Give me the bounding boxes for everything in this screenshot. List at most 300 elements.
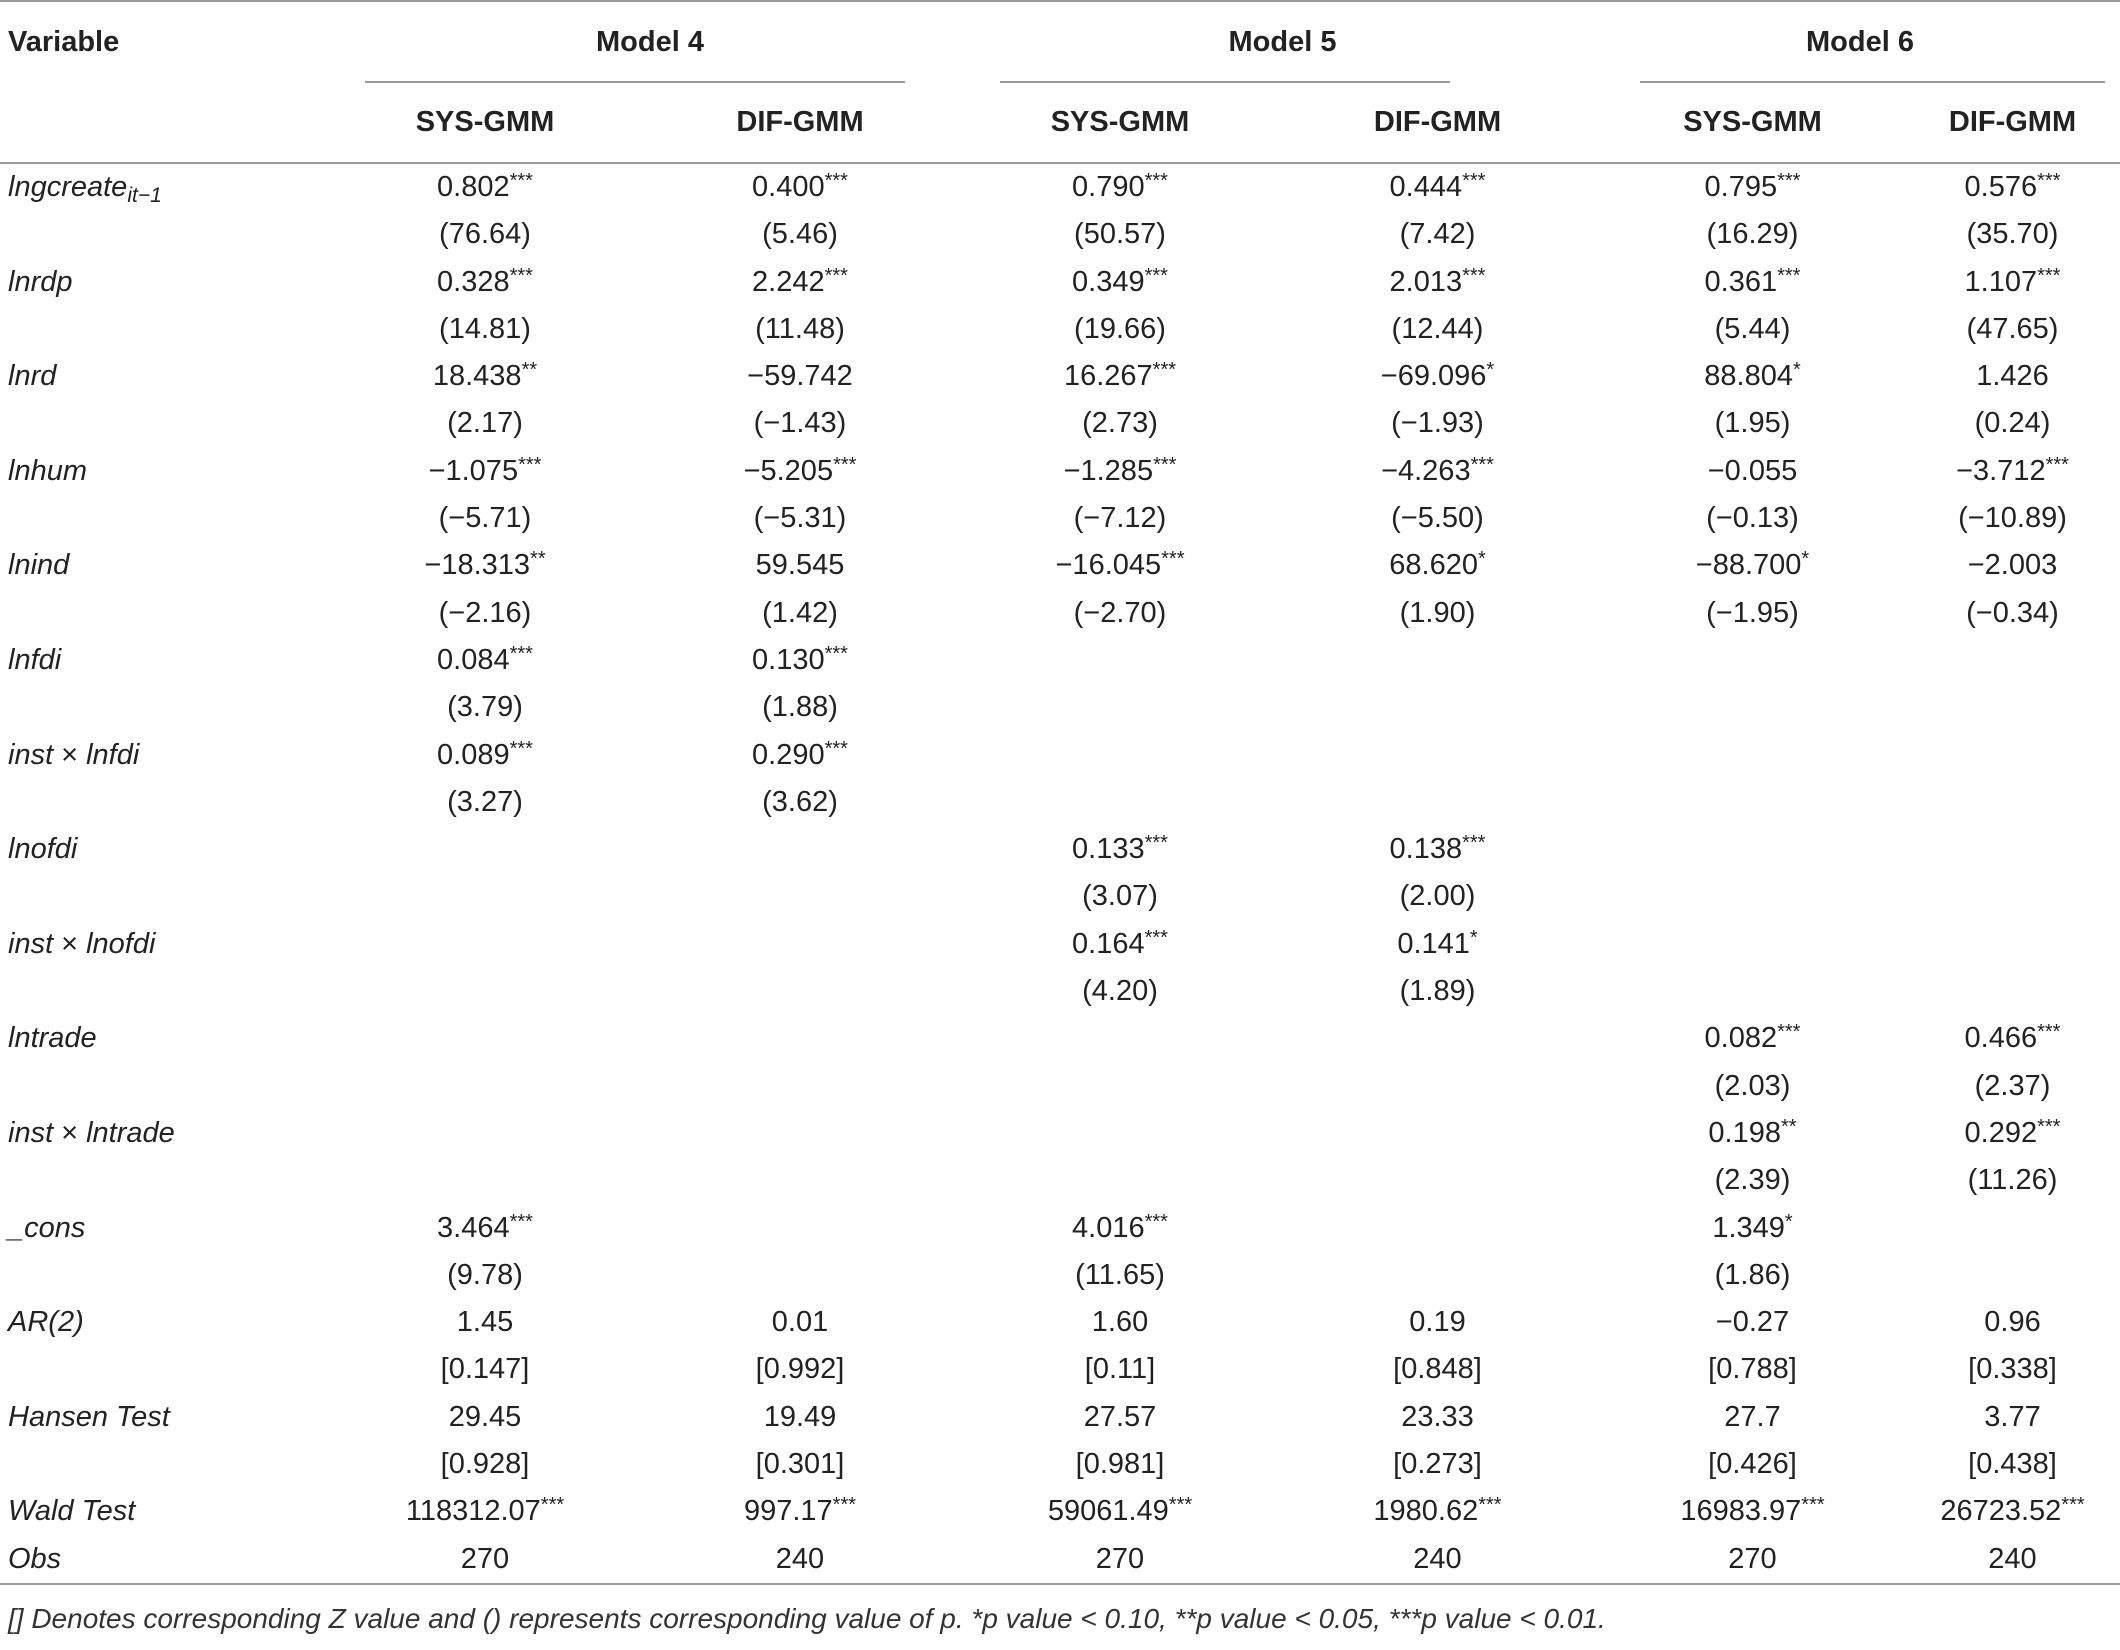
table-cell (965, 732, 1275, 779)
table-cell (1905, 637, 2120, 684)
table-cell: [0.928] (440, 1448, 530, 1481)
significance-stars: *** (1777, 264, 1801, 287)
table-cell: (5.46) (762, 218, 838, 251)
table-cell (635, 1252, 965, 1299)
table-cell: (−1.93) (1391, 407, 1484, 440)
table-row (0, 163, 2120, 211)
table-cell: (9.78) (447, 1258, 523, 1291)
significance-stars: *** (1462, 832, 1486, 855)
table-cell (635, 1110, 965, 1157)
table-cell: 88.804* (1704, 359, 1801, 393)
significance-stars: *** (509, 170, 533, 192)
significance-stars: *** (832, 1494, 857, 1517)
variable-name (0, 1252, 335, 1299)
table-cell: 1.45 (456, 1306, 514, 1339)
significance-stars: *** (1777, 1021, 1801, 1044)
table-cell: (−5.50) (1391, 502, 1484, 535)
table-cell: (14.81) (439, 312, 531, 345)
variable-header: Variable (8, 26, 120, 58)
table-cell: (2.37) (1974, 1069, 2051, 1102)
table-cell (635, 873, 965, 920)
table-cell: [0.11] (1084, 1353, 1156, 1386)
significance-stars: *** (2037, 170, 2061, 192)
table-cell: −1.285*** (1063, 453, 1177, 487)
significance-stars: *** (824, 737, 848, 760)
table-cell: (11.26) (1967, 1164, 2058, 1197)
table-row (0, 1015, 2120, 1062)
table-cell (1275, 1157, 1600, 1204)
table-cell: [0.981] (1075, 1448, 1165, 1481)
variable-name: Obs (8, 1542, 62, 1575)
table-cell: (2.73) (1082, 407, 1158, 440)
significance-stars: *** (2037, 1115, 2061, 1138)
variable-name (0, 1157, 335, 1204)
table-cell (1600, 779, 1905, 826)
significance-stars: *** (509, 1210, 533, 1233)
table-row (0, 1536, 2120, 1584)
table-cell (635, 921, 965, 968)
table-cell: 0.141* (1397, 926, 1478, 960)
table-cell (335, 1063, 635, 1110)
significance-stars: *** (1168, 1494, 1193, 1517)
table-cell: (1.89) (1399, 975, 1476, 1008)
table-cell: 16.267*** (1063, 359, 1177, 393)
table-cell: [0.338] (1968, 1353, 2057, 1386)
table-cell (335, 826, 635, 873)
table-cell: (12.44) (1391, 312, 1484, 345)
significance-stars: ** (521, 359, 538, 382)
table-cell: (35.70) (1966, 218, 2059, 251)
table-cell (965, 684, 1275, 731)
table-cell (1905, 684, 2120, 731)
significance-stars: *** (824, 642, 848, 665)
table-cell: −4.263*** (1381, 453, 1494, 487)
table-cell: [0.301] (755, 1448, 845, 1481)
method-header: DIF-GMM (1373, 106, 1502, 138)
table-cell (1905, 1205, 2120, 1252)
model-4-header: Model 4 (335, 1, 965, 83)
table-row (0, 306, 2120, 353)
significance-stars: *** (2061, 1494, 2085, 1517)
table-row (0, 968, 2120, 1015)
table-cell: (−5.71) (438, 502, 532, 535)
significance-stars: *** (1462, 264, 1486, 287)
table-cell: [0.426] (1708, 1448, 1797, 1481)
model-5-header: Model 5 (965, 1, 1600, 83)
table-cell: −18.313** (424, 548, 546, 582)
table-cell: 0.290*** (752, 737, 848, 771)
table-cell (1600, 684, 1905, 731)
table-cell (635, 1015, 965, 1062)
table-cell: (3.07) (1082, 880, 1158, 913)
table-cell (1600, 873, 1905, 920)
table-cell: 1980.62*** (1373, 1494, 1502, 1528)
significance-stars: *** (1144, 926, 1168, 949)
table-cell: 68.620* (1389, 548, 1486, 582)
table-cell (965, 779, 1275, 826)
table-cell (1275, 1205, 1600, 1252)
table-cell: 19.49 (763, 1400, 837, 1433)
table-row (0, 353, 2120, 400)
significance-stars: * (1801, 548, 1810, 571)
table-cell: 0.198** (1708, 1115, 1797, 1149)
variable-name: Hansen Test (8, 1400, 170, 1433)
table-row (0, 637, 2120, 684)
table-cell (1600, 637, 1905, 684)
table-cell: 0.400*** (752, 170, 848, 203)
table-cell: 0.292*** (1964, 1115, 2061, 1149)
significance-stars: *** (509, 264, 533, 287)
table-cell: −0.055 (1707, 454, 1798, 487)
table-cell: 0.19 (1409, 1306, 1466, 1339)
table-cell: 18.438** (432, 359, 538, 393)
table-cell (1275, 1063, 1600, 1110)
variable-name (0, 873, 335, 920)
table-cell: 0.790*** (1072, 170, 1168, 203)
table-cell: 0.089*** (437, 737, 533, 771)
table-cell: 0.361*** (1704, 264, 1801, 298)
table-cell: 0.164*** (1072, 926, 1168, 960)
significance-stars: * (1469, 926, 1478, 949)
table-cell: −88.700* (1695, 548, 1810, 582)
table-cell: 0.444*** (1389, 170, 1486, 203)
variable-name (0, 779, 335, 826)
table-cell: 240 (1988, 1542, 2037, 1575)
table-cell (335, 1015, 635, 1062)
variable-name (0, 590, 335, 637)
table-cell: −1.075*** (428, 453, 542, 487)
significance-stars: *** (509, 642, 533, 665)
table-cell: (0.24) (1974, 407, 2051, 440)
table-cell: (−1.95) (1706, 596, 1799, 629)
table-cell (965, 1063, 1275, 1110)
table-cell: −0.27 (1715, 1306, 1790, 1339)
table-cell (965, 1015, 1275, 1062)
table-cell: (1.88) (762, 691, 838, 724)
significance-stars: *** (1801, 1494, 1825, 1517)
table-cell (1905, 873, 2120, 920)
table-cell: (1.86) (1714, 1258, 1791, 1291)
significance-stars: *** (1161, 548, 1185, 571)
table-row (0, 684, 2120, 731)
significance-stars: * (1784, 1210, 1793, 1233)
variable-name (0, 684, 335, 731)
model-6-header: Model 6 (1600, 1, 2120, 83)
table-cell: 2.013*** (1389, 264, 1486, 298)
significance-stars: *** (1478, 1494, 1502, 1517)
table-cell: 0.084*** (437, 642, 533, 676)
table-row (0, 1252, 2120, 1299)
table-row (0, 873, 2120, 920)
table-cell: 0.795*** (1704, 170, 1801, 203)
table-row (0, 1205, 2120, 1252)
table-cell (335, 873, 635, 920)
significance-stars: *** (518, 453, 542, 476)
table-row (0, 732, 2120, 779)
significance-stars: * (1477, 548, 1486, 571)
variable-name (0, 495, 335, 542)
table-cell (335, 921, 635, 968)
table-cell (1275, 779, 1600, 826)
table-cell: 3.464*** (437, 1210, 533, 1244)
table-cell: (47.65) (1966, 312, 2059, 345)
table-row (0, 400, 2120, 447)
table-cell: (1.90) (1399, 596, 1476, 629)
table-cell: 270 (1095, 1542, 1145, 1575)
table-cell (1600, 921, 1905, 968)
significance-stars: * (1792, 359, 1801, 382)
table-row (0, 826, 2120, 873)
variable-name: lnhum (8, 454, 87, 487)
table-cell: (−7.12) (1073, 502, 1167, 535)
variable-name (0, 968, 335, 1015)
significance-stars: *** (540, 1494, 565, 1517)
variable-name: lnrdp (8, 265, 73, 298)
table-cell (335, 1157, 635, 1204)
table-cell: (50.57) (1074, 218, 1166, 251)
table-cell: 240 (775, 1542, 825, 1575)
table-cell (1905, 779, 2120, 826)
table-cell (965, 1110, 1275, 1157)
table-cell: (1.95) (1714, 407, 1791, 440)
significance-stars: *** (2037, 264, 2061, 287)
table-cell (1600, 732, 1905, 779)
table-cell: [0.992] (755, 1353, 845, 1386)
variable-name (0, 1063, 335, 1110)
table-row (0, 1063, 2120, 1110)
significance-stars: *** (1144, 832, 1168, 855)
table-cell: (11.48) (755, 312, 845, 345)
table-cell (1905, 1252, 2120, 1299)
table-cell: 0.96 (1984, 1306, 2041, 1339)
table-cell: (19.66) (1074, 312, 1166, 345)
table-cell: 1.107*** (1964, 264, 2061, 298)
table-cell (635, 1157, 965, 1204)
table-cell: (11.65) (1075, 1258, 1165, 1291)
variable-name (0, 306, 335, 353)
significance-stars: *** (833, 453, 857, 476)
table-footnote: [] Denotes corresponding Z value and () represents corresponding value of p. *p value < 0.10, **p value < 0.05, ***p value < 0.01. (8, 1603, 1606, 1634)
table-row (0, 1110, 2120, 1157)
table-row (0, 448, 2120, 495)
variable-name: AR(2) (8, 1306, 84, 1339)
table-cell: [0.438] (1968, 1448, 2057, 1481)
variable-name: lnfdi (8, 643, 62, 676)
table-cell (1905, 826, 2120, 873)
table-row (0, 1394, 2120, 1441)
table-cell: (−0.34) (1966, 596, 2059, 629)
significance-stars: *** (2037, 1021, 2061, 1044)
table-cell: 270 (460, 1542, 510, 1575)
table-cell: (−0.13) (1706, 502, 1799, 535)
variable-name (0, 400, 335, 447)
table-cell: 270 (1728, 1542, 1777, 1575)
method-header: SYS-GMM (415, 106, 555, 138)
table-cell: −5.205*** (743, 453, 857, 487)
table-cell: 0.130*** (752, 642, 848, 676)
table-cell: (3.79) (447, 691, 523, 724)
table-cell: 4.016*** (1072, 1210, 1168, 1244)
table-cell: −16.045*** (1055, 548, 1185, 582)
variable-name: inst × lnfdi (8, 738, 140, 771)
table-cell: 0.466*** (1964, 1021, 2061, 1055)
table-row (0, 1441, 2120, 1488)
variable-name: inst × lntrade (8, 1116, 175, 1149)
table-row (0, 542, 2120, 589)
table-body (0, 163, 2120, 1584)
table-cell: (2.39) (1714, 1164, 1791, 1197)
table-cell: (76.64) (439, 218, 531, 251)
table-cell (335, 1110, 635, 1157)
table-cell: 16983.97*** (1680, 1494, 1825, 1528)
table-row (0, 590, 2120, 637)
variable-name: lngcreate$_{it-1}$ (8, 171, 162, 207)
significance-stars: *** (1152, 359, 1177, 382)
table-row (0, 1346, 2120, 1393)
table-cell (1600, 968, 1905, 1015)
significance-stars: *** (509, 737, 533, 760)
table-cell: (3.27) (447, 785, 523, 818)
table-row (0, 1299, 2120, 1346)
table-cell: 1.60 (1091, 1306, 1149, 1339)
table-cell: (−10.89) (1958, 502, 2067, 535)
significance-stars: *** (1153, 453, 1177, 476)
table-cell: [0.147] (440, 1353, 530, 1386)
table-cell: (1.42) (762, 596, 838, 629)
table-cell: 59.545 (755, 549, 845, 582)
table-cell: (3.62) (762, 785, 838, 818)
method-header: SYS-GMM (1050, 106, 1190, 138)
method-header: DIF-GMM (1948, 106, 2077, 138)
table-cell: 1.349* (1712, 1210, 1793, 1244)
table-cell: 240 (1413, 1542, 1462, 1575)
table-row (0, 779, 2120, 826)
table-cell (635, 1063, 965, 1110)
variable-name (0, 1441, 335, 1488)
table-cell: 27.57 (1083, 1400, 1157, 1433)
table-cell (635, 826, 965, 873)
variable-name (0, 1346, 335, 1393)
header-row-models (0, 1, 2120, 83)
table-row (0, 1488, 2120, 1535)
variable-name: _cons (8, 1211, 86, 1244)
table-cell (965, 637, 1275, 684)
table-cell: −2.003 (1967, 549, 2058, 582)
table-cell: (4.20) (1082, 975, 1158, 1008)
table-cell: (−1.43) (753, 407, 847, 440)
table-cell: [0.848] (1393, 1353, 1482, 1386)
table-cell (1275, 1252, 1600, 1299)
table-cell (1275, 1015, 1600, 1062)
table-cell: 59061.49*** (1047, 1494, 1193, 1528)
table-row (0, 259, 2120, 306)
variable-name (0, 211, 335, 258)
variable-name: lnrd (8, 360, 57, 393)
table-cell: 0.082*** (1704, 1021, 1801, 1055)
significance-stars: * (1486, 359, 1495, 382)
significance-stars: *** (2045, 453, 2069, 476)
table-cell (1905, 968, 2120, 1015)
table-cell: 23.33 (1401, 1400, 1474, 1433)
table-cell: 1.426 (1976, 360, 2049, 393)
table-cell: 118312.07*** (405, 1494, 565, 1528)
significance-stars: ** (1781, 1115, 1797, 1138)
significance-stars: *** (1144, 170, 1168, 192)
table-cell (1275, 637, 1600, 684)
table-cell: 997.17*** (743, 1494, 857, 1528)
table-row (0, 921, 2120, 968)
table-cell: (2.17) (447, 407, 523, 440)
significance-stars: *** (1470, 453, 1494, 476)
table-cell: 2.242*** (752, 264, 848, 298)
table-cell: 0.138*** (1389, 832, 1486, 866)
table-cell: 0.802*** (437, 170, 533, 203)
significance-stars: *** (824, 170, 848, 192)
table-cell: 0.576*** (1964, 170, 2061, 203)
table-cell (1275, 1110, 1600, 1157)
table-cell: (16.29) (1706, 218, 1799, 251)
table-cell: (2.03) (1714, 1069, 1791, 1102)
table-cell: (−2.16) (438, 596, 532, 629)
table-cell: 26723.52*** (1940, 1494, 2085, 1528)
table-cell: 0.349*** (1072, 264, 1168, 298)
table-cell (1600, 826, 1905, 873)
significance-stars: *** (1144, 1210, 1168, 1233)
table-cell: 0.133*** (1072, 832, 1168, 866)
table-cell: −69.096* (1380, 359, 1495, 393)
variable-name: Wald Test (8, 1495, 136, 1528)
table-row (0, 495, 2120, 542)
table-cell (1275, 684, 1600, 731)
table-cell (1905, 921, 2120, 968)
table-cell: (5.44) (1714, 312, 1791, 345)
method-header: SYS-GMM (1683, 106, 1822, 138)
table-cell (1905, 732, 2120, 779)
variable-name: lnind (8, 549, 70, 582)
table-cell: (−2.70) (1073, 596, 1167, 629)
significance-stars: ** (530, 548, 546, 571)
table-cell (635, 1205, 965, 1252)
table-cell (1275, 732, 1600, 779)
table-cell: (2.00) (1399, 880, 1476, 913)
table-cell: 27.7 (1724, 1400, 1781, 1433)
table-cell (635, 968, 965, 1015)
table-cell: 3.77 (1984, 1400, 2041, 1433)
table-row (0, 1157, 2120, 1204)
table-cell: [0.788] (1708, 1353, 1797, 1386)
table-cell (965, 1157, 1275, 1204)
method-header: DIF-GMM (736, 106, 864, 138)
table-row (0, 211, 2120, 258)
table-cell: 29.45 (448, 1400, 522, 1433)
significance-stars: *** (824, 264, 848, 287)
significance-stars: *** (1144, 264, 1168, 287)
significance-stars: *** (1462, 170, 1486, 192)
table-cell: (−5.31) (753, 502, 847, 535)
table-cell (335, 968, 635, 1015)
significance-stars: *** (1777, 170, 1801, 192)
variable-name: inst × lnofdi (8, 927, 156, 960)
header-row-methods (0, 83, 2120, 163)
table-cell: −3.712*** (1956, 453, 2069, 487)
table-cell: 0.328*** (437, 264, 533, 298)
table-cell: −59.742 (747, 360, 853, 393)
table-cell: (7.42) (1399, 218, 1476, 251)
variable-name: lntrade (8, 1022, 97, 1055)
variable-name: lnofdi (8, 833, 78, 866)
table-cell: 0.01 (771, 1306, 829, 1339)
table-cell: [0.273] (1393, 1448, 1482, 1481)
